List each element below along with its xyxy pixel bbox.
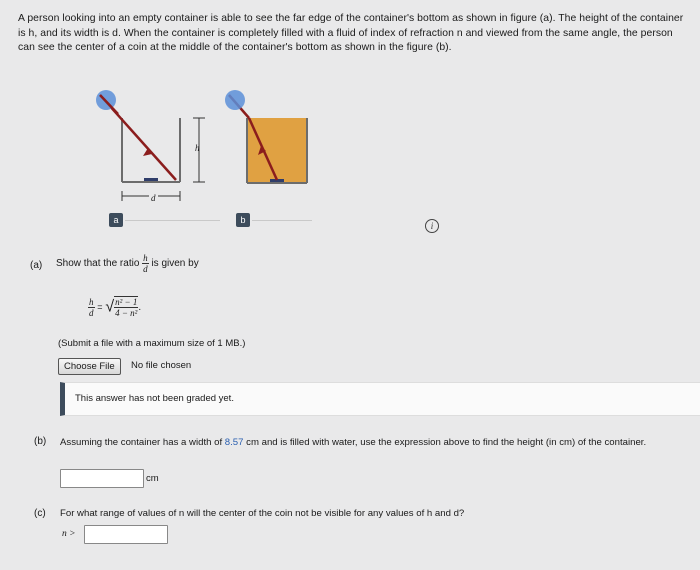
width-value: 8.57 — [224, 437, 244, 448]
ratio-fraction: $\frac{h}{d}$ — [143, 252, 148, 274]
part-c-label: (c) — [34, 508, 46, 519]
part-b-question: Assuming the container has a width of 8.57 cm and is filled with water, use the expression above to find the height (in cm) of the container. — [60, 437, 647, 448]
part-c-question: For what range of values of n will the center of the coin not be visible for any values of h and d? — [60, 508, 465, 519]
eye-b — [225, 90, 245, 110]
unit-label: cm — [146, 473, 159, 484]
choose-file-button[interactable]: Choose File — [58, 358, 121, 375]
figure-divider — [252, 220, 312, 221]
problem-statement: A person looking into an empty container is able to see the far edge of the container's bottom as shown in figure (a). The height of the container is h, and its width is d. When the container is completely filled with a fluid of index of refraction n and viewed from the same angle, the person can see the center of a coin at the middle of the container's bottom as shown in the figure (b). — [18, 13, 684, 54]
height-input[interactable] — [60, 469, 144, 488]
submit-note: (Submit a file with a maximum size of 1 MB.) — [58, 338, 246, 349]
formula: $\frac{h}{d}$ = √ $\frac{\text{n² − 1}}{\text{4 − n²}}$ . — [89, 296, 142, 319]
prompt-text: is given by — [151, 258, 199, 269]
grading-status-text: This answer has not been graded yet. — [75, 393, 234, 404]
figure-b-tag: b — [236, 213, 250, 227]
n-prefix: n > — [62, 529, 76, 539]
container-b — [225, 90, 307, 183]
n-range-input[interactable] — [84, 525, 168, 544]
figure-diagram — [0, 0, 700, 240]
prompt-text: Show that the ratio — [56, 258, 140, 269]
info-icon[interactable]: i — [425, 219, 439, 233]
figure-divider — [125, 220, 220, 221]
figure-a-tag: a — [109, 213, 123, 227]
coin-a — [144, 178, 158, 181]
container-a — [96, 90, 205, 201]
fluid — [247, 118, 307, 183]
h-dimension-label: h — [195, 143, 200, 153]
d-dimension-label: d — [151, 193, 156, 203]
no-file-status: No file chosen — [131, 360, 192, 371]
part-a-label: (a) — [30, 260, 43, 271]
part-a-prompt — [56, 250, 199, 278]
grading-status-box — [60, 382, 700, 416]
part-b-label: (b) — [34, 436, 47, 447]
